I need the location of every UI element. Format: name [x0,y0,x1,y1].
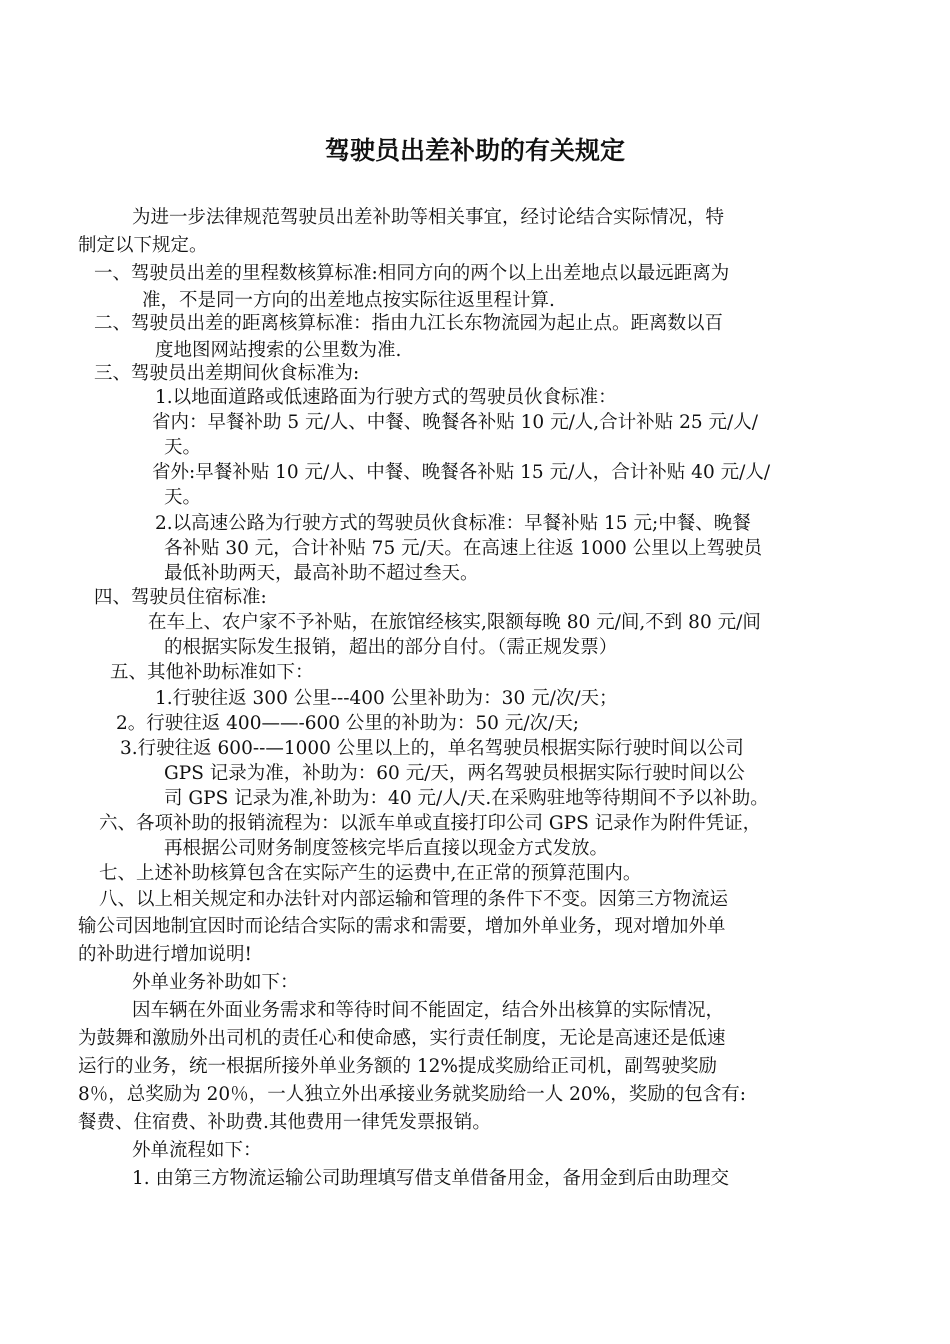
paragraph-intro-line-1: 为进一步法律规范驾驶员出差补助等相关事宜，经讨论结合实际情况，特 [132,207,725,228]
clause-2-line-2: 度地图网站搜索的公里数为准. [155,340,402,361]
external-process-heading: 外单流程如下： [132,1140,262,1161]
clause-3-provincial-line-2: 天。 [164,437,202,458]
clause-3-item-1: 1.以地面道路或低速路面为行驶方式的驾驶员伙食标准： [155,387,617,408]
document-title: 驾驶员出差补助的有关规定 [324,136,625,165]
clause-6-line-1: 六、各项补助的报销流程为：以派车单或直接打印公司 GPS 记录作为附件凭证， [99,813,762,834]
external-subsidy-line-2: 为鼓舞和激励外出司机的责任心和使命感，实行责任制度，无论是高速还是低速 [78,1028,726,1049]
clause-3-provincial-line-1: 省内：早餐补助 5 元/人、中餐、晚餐各补贴 10 元/人,合计补贴 25 元/人/ [152,412,758,433]
clause-7: 七、上述补助核算包含在实际产生的运费中,在正常的预算范围内。 [99,863,642,884]
clause-1-line-2: 准，不是同一方向的出差地点按实际往返里程计算. [142,290,555,311]
clause-3-item-2-line-3: 最低补助两天，最高补助不超过叁天。 [164,563,479,584]
clause-3-item-2-line-2: 各补贴 30 元，合计补贴 75 元/天。在高速上往返 1000 公里以上驾驶员 [164,538,763,559]
clause-3-heading: 三、驾驶员出差期间伙食标准为: [94,363,360,384]
clause-1-line-1: 一、驾驶员出差的里程数核算标准:相同方向的两个以上出差地点以最远距离为 [94,263,730,284]
external-subsidy-line-3: 运行的业务，统一根据所接外单业务额的 12%提成奖励给正司机，副驾驶奖励 [78,1056,718,1077]
clause-5-heading: 五、其他补助标准如下： [110,662,314,683]
external-process-step-1: 1. 由第三方物流运输公司助理填写借支单借备用金，备用金到后由助理交 [132,1168,730,1189]
clause-5-item-3-line-3: 司 GPS 记录为准,补助为：40 元/人/天.在采购驻地等待期间不予以补助。 [164,788,769,809]
external-subsidy-line-5: 餐费、住宿费、补助费.其他费用一律凭发票报销。 [78,1112,491,1133]
clause-8-line-3: 的补助进行增加说明! [78,944,252,965]
clause-8-line-1: 八、以上相关规定和办法针对内部运输和管理的条件下不变。因第三方物流运 [99,889,729,910]
clause-2-line-1: 二、驾驶员出差的距离核算标准：指由九江长东物流园为起止点。距离数以百 [94,313,724,334]
external-subsidy-heading: 外单业务补助如下： [132,972,299,993]
clause-5-item-3-line-2: GPS 记录为准，补助为：60 元/天，两名驾驶员根据实际行驶时间以公 [164,763,745,784]
clause-4-line-2: 的根据实际发生报销，超出的部分自付。（需正规发票） [164,637,618,658]
clause-3-outprovince-line-1: 省外:早餐补贴 10 元/人、中餐、晚餐各补贴 15 元/人，合计补贴 40 元/人/ [152,462,771,483]
clause-6-line-2: 再根据公司财务制度签核完毕后直接以现金方式发放。 [164,838,609,859]
external-subsidy-line-4: 8％，总奖励为 20％，一人独立外出承接业务就奖励给一人 20%，奖励的包含有: [78,1084,746,1105]
clause-5-item-2: 2。行驶往返 400——-600 公里的补助为：50 元/次/天; [116,713,580,734]
external-subsidy-line-1: 因车辆在外面业务需求和等待时间不能固定，结合外出核算的实际情况， [132,1000,725,1021]
clause-5-item-1: 1.行驶往返 300 公里---400 公里补助为：30 元/次/天； [155,688,618,709]
clause-8-line-2: 输公司因地制宜因时而论结合实际的需求和需要，增加外单业务，现对增加外单 [78,916,726,937]
clause-4-line-1: 在车上、农户家不予补贴，在旅馆经核实,限额每晚 80 元/间,不到 80 元/间 [148,612,761,633]
clause-3-outprovince-line-2: 天。 [164,487,202,508]
paragraph-intro-line-2: 制定以下规定。 [78,235,208,256]
clause-5-item-3-line-1: 3.行驶往返 600--—1000 公里以上的，单名驾驶员根据实际行驶时间以公司 [120,738,744,759]
clause-3-item-2-line-1: 2.以高速公路为行驶方式的驾驶员伙食标准：早餐补贴 15 元;中餐、晚餐 [155,513,751,534]
clause-4-heading: 四、驾驶员住宿标准: [94,587,267,608]
